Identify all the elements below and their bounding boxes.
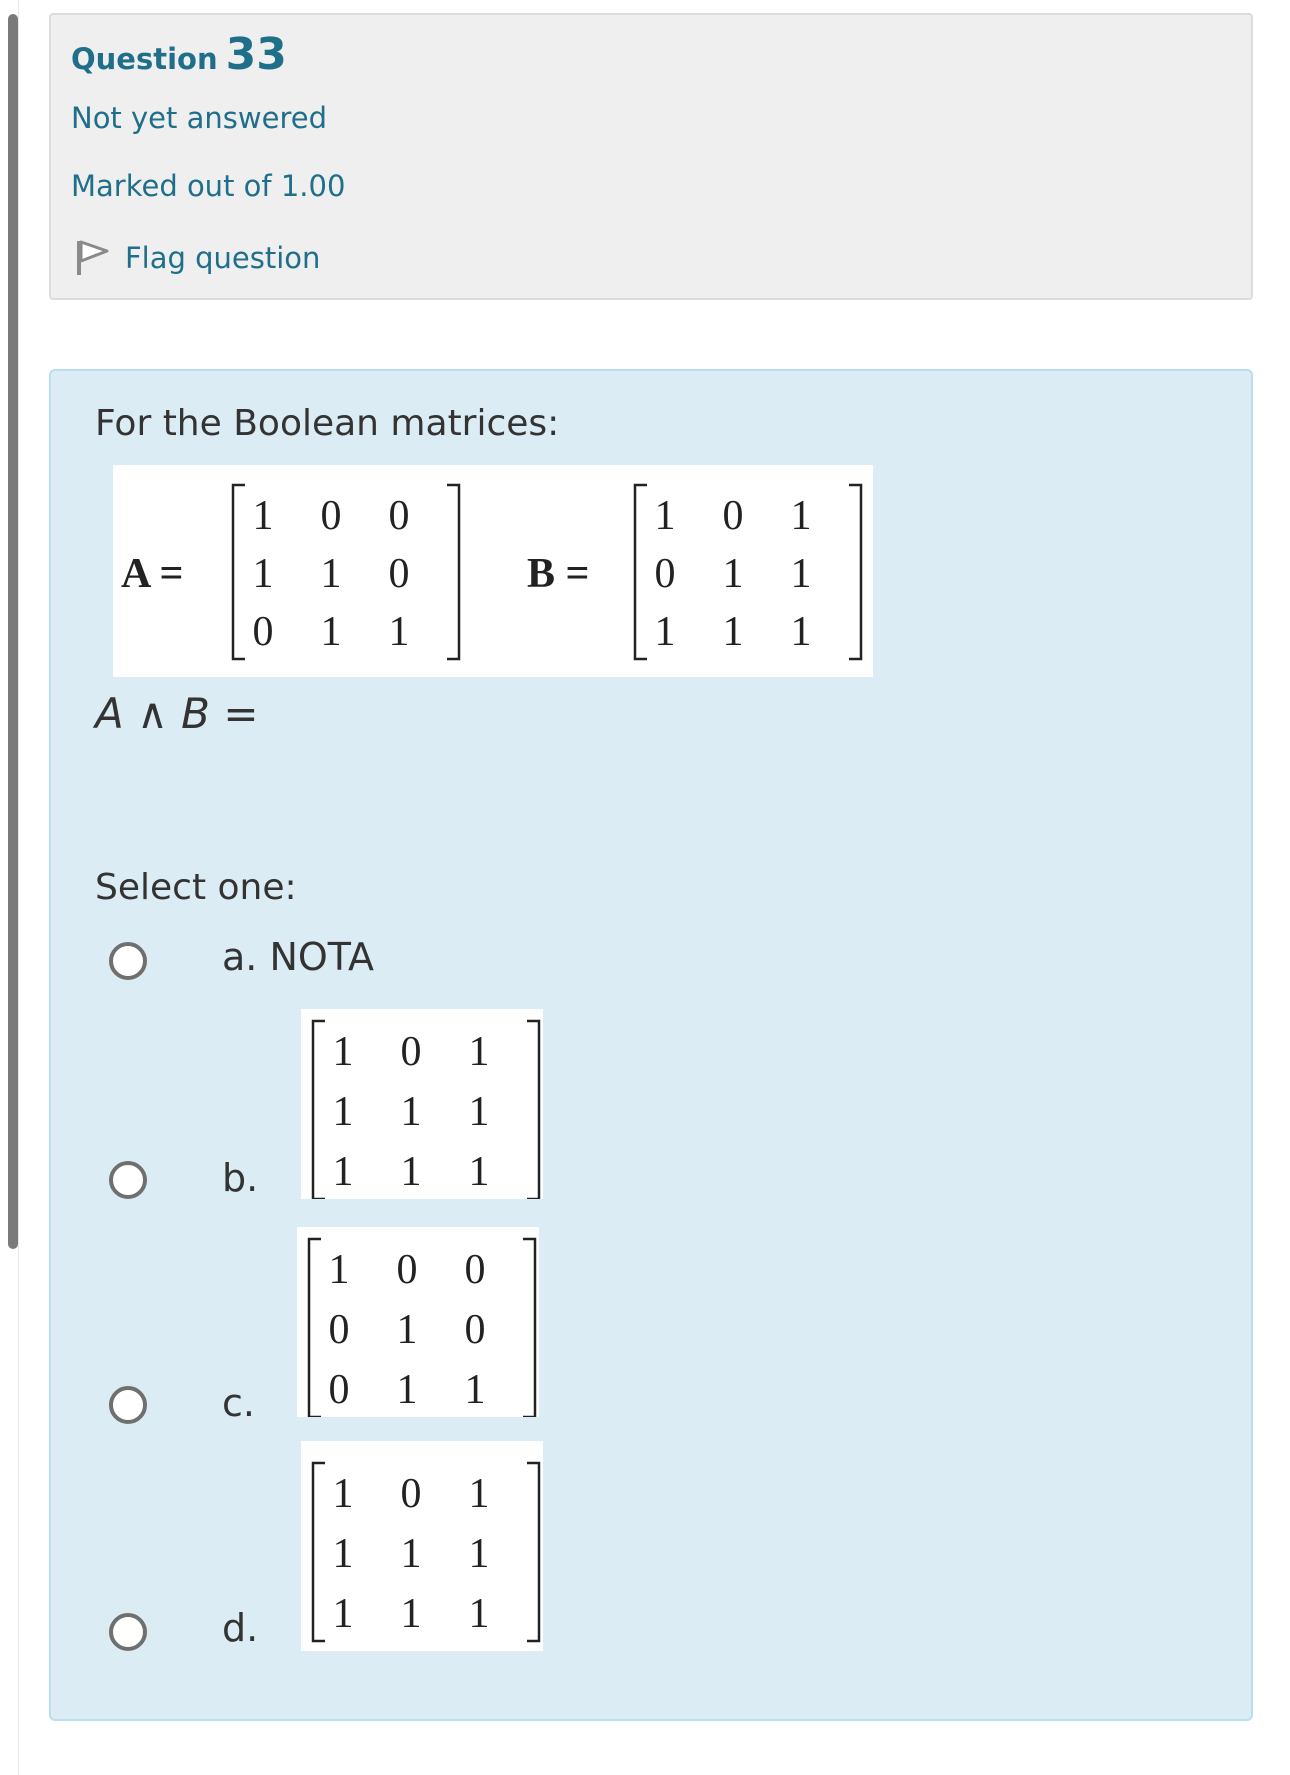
option-c-matrix-cell: 0 [396, 1247, 418, 1293]
option-c-matrix-cell: 1 [396, 1367, 418, 1413]
option-b-matrix-cell: 1 [400, 1089, 422, 1135]
option-b-matrix-cell: 1 [468, 1089, 490, 1135]
option-b-matrix [301, 1009, 543, 1199]
matrix-b-cell: 1 [722, 551, 744, 597]
matrix-b-cell: 1 [654, 609, 676, 655]
matrix-a-cell: 1 [388, 609, 410, 655]
option-c-matrix [297, 1227, 539, 1417]
scrollbar-thumb[interactable] [8, 14, 18, 1249]
option-c-matrix-cell: 1 [396, 1307, 418, 1353]
option-b-matrix-cell: 1 [332, 1029, 354, 1075]
matrix-a-cell: 0 [388, 551, 410, 597]
option-c-matrix-cell: 0 [464, 1247, 486, 1293]
option-d-matrix-right-bracket [527, 1463, 539, 1641]
option-d-matrix-cell: 1 [468, 1591, 490, 1637]
matrix-b-left-bracket [635, 485, 647, 659]
option-c-matrix-cell: 1 [464, 1367, 486, 1413]
matrix-a-cell: 1 [320, 551, 342, 597]
option-d-matrix-cell: 1 [332, 1531, 354, 1577]
option-d-matrix-cell: 0 [400, 1471, 422, 1517]
marks-info: Marked out of 1.00 [71, 169, 346, 203]
option-d-matrix-cell: 1 [400, 1591, 422, 1637]
matrix-a-cell: 1 [320, 609, 342, 655]
option-d-radio[interactable] [109, 1613, 147, 1651]
matrix-b-cell: 1 [790, 493, 812, 539]
expression-text: A ∧ B = [95, 689, 259, 738]
option-a-label[interactable]: a. NOTA [222, 935, 375, 979]
option-a-radio[interactable] [109, 942, 147, 980]
option-b-matrix-cell: 1 [468, 1149, 490, 1195]
flag-question-label: Flag question [125, 241, 321, 275]
option-b-matrix-cell: 0 [400, 1029, 422, 1075]
option-d-matrix [301, 1441, 543, 1651]
option-d-matrix-cell: 1 [400, 1531, 422, 1577]
matrix-a-right-bracket [447, 485, 459, 659]
option-c-radio[interactable] [109, 1386, 147, 1424]
question-number: 33 [225, 29, 287, 80]
option-d-matrix-cell: 1 [332, 1471, 354, 1517]
matrix-a-cell: 0 [388, 493, 410, 539]
matrix-b-cell: 0 [722, 493, 744, 539]
option-c-matrix-cell: 1 [328, 1247, 350, 1293]
matrix-a-cell: 1 [252, 493, 274, 539]
option-b-label[interactable]: b. [222, 1156, 259, 1200]
option-c-matrix-cell: 0 [464, 1307, 486, 1353]
option-b-matrix-cell: 1 [400, 1149, 422, 1195]
select-one-label: Select one: [95, 867, 297, 908]
option-b-matrix-cell: 1 [468, 1029, 490, 1075]
question-title [71, 29, 287, 80]
option-d-matrix-cell: 1 [468, 1471, 490, 1517]
option-b-matrix-left-bracket [313, 1021, 325, 1199]
option-d-matrix-cell: 1 [468, 1531, 490, 1577]
option-b-matrix-right-bracket [527, 1021, 539, 1199]
question-info-panel [49, 13, 1253, 300]
question-content [49, 369, 1253, 1721]
scroll-track [18, 0, 19, 1775]
flag-icon [71, 237, 111, 279]
option-c-matrix-cell: 0 [328, 1307, 350, 1353]
flag-question-link[interactable] [71, 237, 320, 279]
option-b-matrix-cell: 1 [332, 1089, 354, 1135]
matrix-a-left-bracket [233, 485, 245, 659]
option-d-matrix-cell: 1 [332, 1591, 354, 1637]
matrix-b-right-bracket [849, 485, 861, 659]
matrix-b-cell: 1 [654, 493, 676, 539]
matrix-b-cell: 1 [722, 609, 744, 655]
option-c-matrix-cell: 0 [328, 1367, 350, 1413]
option-b-matrix-cell: 1 [332, 1149, 354, 1195]
option-b-radio[interactable] [109, 1161, 147, 1199]
answer-status: Not yet answered [71, 101, 327, 135]
question-label: Question [71, 42, 218, 76]
option-c-matrix-left-bracket [309, 1239, 321, 1417]
matrix-b-cell: 1 [790, 551, 812, 597]
option-d-label[interactable]: d. [222, 1606, 259, 1650]
matrices-image [113, 465, 873, 677]
matrix-b-cell: 0 [654, 551, 676, 597]
option-c-label[interactable]: c. [222, 1381, 255, 1425]
matrix-a-cell: 0 [252, 609, 274, 655]
matrix-a-cell: 0 [320, 493, 342, 539]
matrix-b-cell: 1 [790, 609, 812, 655]
option-d-matrix-left-bracket [313, 1463, 325, 1641]
matrix-b-label: B = [527, 551, 590, 597]
matrix-b [635, 485, 861, 659]
question-text: For the Boolean matrices: [95, 403, 560, 444]
option-c-matrix-right-bracket [523, 1239, 535, 1417]
matrix-a-cell: 1 [252, 551, 274, 597]
matrix-a [233, 485, 459, 659]
matrix-a-label: A = [121, 551, 184, 597]
